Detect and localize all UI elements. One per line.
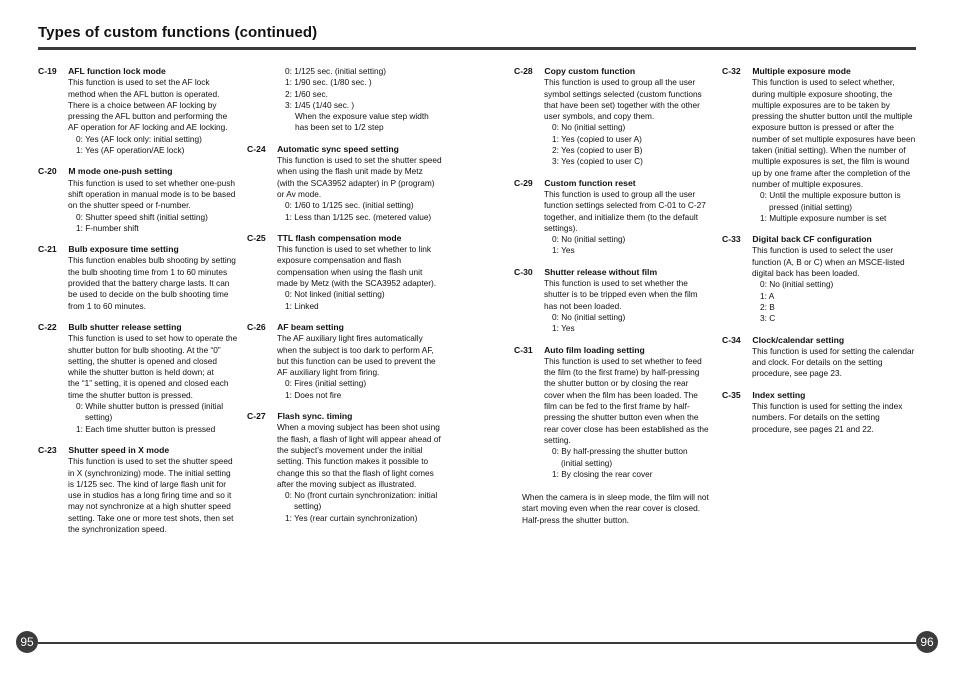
function-option: 0: By half-pressing the shutter button (initial setting) xyxy=(552,446,688,468)
function-title: AFL function lock mode xyxy=(68,66,166,76)
function-title: Automatic sync speed setting xyxy=(277,143,399,154)
custom-function-section xyxy=(514,345,709,481)
function-option: 0: 1/60 to 1/125 sec. (initial setting) xyxy=(285,200,414,211)
c23-option: 0: 1/125 sec. (initial setting) xyxy=(285,66,386,76)
function-description: This function is used to set whether to link exposure compensation and flash compensation when using the flash unit made by Metz (with the SCA3952 adapter). xyxy=(277,244,437,289)
function-description: There is a choice between AF locking by pressing the AFL button and performing the AF operation for AF locking and AE locking. xyxy=(68,99,228,133)
function-option: 1: Yes xyxy=(552,323,575,334)
custom-function-section xyxy=(514,66,709,168)
function-option: 1: Linked xyxy=(285,300,319,311)
function-title: Custom function reset xyxy=(544,177,636,188)
function-description: This function is used to set the AF lock method when the AFL button is operated. xyxy=(68,77,220,99)
section-body xyxy=(277,333,442,401)
custom-function-section xyxy=(247,144,442,223)
function-option: 1: F-number shift xyxy=(76,222,139,233)
section-body xyxy=(68,456,238,535)
custom-function-section xyxy=(247,322,442,401)
function-option: 1: Each time shutter button is pressed xyxy=(76,423,216,434)
function-option: 0: Shutter speed shift (initial setting) xyxy=(76,211,208,222)
footer-divider xyxy=(38,642,916,644)
function-title: Index setting xyxy=(752,389,806,400)
function-title: Multiple exposure mode xyxy=(752,66,851,76)
function-description: This function is used to set whether one-push shift operation in manual mode is to be based on the shutter speed or f-number. xyxy=(68,177,236,211)
function-code: C-28 xyxy=(514,66,533,76)
section-heading xyxy=(722,335,918,346)
function-code: C-29 xyxy=(514,177,533,188)
section-heading xyxy=(38,244,238,255)
function-option: 1: Yes (AF operation/AE lock) xyxy=(76,145,185,156)
section-body xyxy=(544,77,709,167)
function-title: Shutter release without film xyxy=(544,266,658,277)
function-code: C-22 xyxy=(38,321,57,332)
section-heading xyxy=(38,166,238,177)
section-heading xyxy=(514,345,709,356)
custom-function-section xyxy=(514,267,709,335)
function-option: 3: Yes (copied to user C) xyxy=(552,156,643,167)
function-option: 0: While shutter button is pressed (initial setting) xyxy=(76,401,224,423)
custom-function-section xyxy=(514,178,709,257)
function-code: C-27 xyxy=(247,411,266,422)
function-option: 1: Yes xyxy=(552,245,575,256)
function-option: 1: A xyxy=(760,290,775,301)
function-description: This function is used to select whether, during multiple exposure shooting, the multiple exposures are to be taken by pressing the shutter button until the multiple exposure button is pressed or after the number of set multiple exposures have been taken (initial setting). When the number of multiple exposures is set, the film is wound up by one frame after the completion of the number of multiple exposures. xyxy=(752,77,916,189)
function-title: AF beam setting xyxy=(277,321,344,332)
function-option: 0: No (initial setting) xyxy=(552,311,626,322)
function-code: C-31 xyxy=(514,344,533,355)
c23-option: 2: 1/60 sec. xyxy=(285,88,328,99)
column-1 xyxy=(38,66,238,545)
function-option: 0: No (front curtain synchronization: initial setting) xyxy=(285,490,438,512)
function-option: 2: Yes (copied to user B) xyxy=(552,145,643,156)
function-title: Shutter speed in X mode xyxy=(68,444,170,455)
custom-function-section xyxy=(722,234,918,324)
custom-function-section xyxy=(38,66,238,156)
section-heading xyxy=(38,445,238,456)
page-number-right: 96 xyxy=(916,631,938,653)
function-description: the “1” setting, it is opened and closed each time the shutter button is pressed. xyxy=(68,378,229,400)
section-heading xyxy=(247,411,442,422)
function-option: 0: Yes (AF lock only: initial setting) xyxy=(76,133,202,144)
function-option: 2: B xyxy=(760,301,775,312)
custom-function-section xyxy=(38,445,238,535)
section-body xyxy=(752,77,918,224)
function-description: This function is used for setting the index numbers. For details on the setting procedure, see pages 21 and 22. xyxy=(752,401,903,434)
section-body xyxy=(544,278,709,334)
custom-function-section xyxy=(247,411,442,524)
column-4 xyxy=(722,66,918,445)
section-body xyxy=(544,189,709,257)
function-code: C-24 xyxy=(247,143,266,154)
function-title: TTL flash compensation mode xyxy=(277,232,402,243)
function-option: 0: No (initial setting) xyxy=(760,279,834,290)
c23-continued-options xyxy=(285,66,442,134)
section-body xyxy=(544,356,709,480)
custom-function-section xyxy=(722,335,918,380)
section-heading xyxy=(722,390,918,401)
custom-function-section xyxy=(722,390,918,435)
custom-function-section xyxy=(722,66,918,224)
function-code: C-33 xyxy=(722,234,741,245)
section-body xyxy=(68,77,238,156)
section-body xyxy=(68,333,238,435)
function-description: This function is used to set how to operate the shutter button for bulb shooting. At the “0” setting, the shutter is opened and closed while the shutter button is held down; at xyxy=(68,333,238,378)
section-heading xyxy=(247,144,442,155)
function-title: Bulb exposure time setting xyxy=(68,244,179,255)
section-body xyxy=(68,255,238,311)
function-option: 1: By closing the rear cover xyxy=(552,468,653,479)
function-code: C-34 xyxy=(722,334,741,345)
section-heading xyxy=(38,322,238,333)
section-heading xyxy=(514,178,709,189)
function-code: C-25 xyxy=(247,232,266,243)
function-title: Flash sync. timing xyxy=(277,411,353,422)
section-body xyxy=(752,401,918,435)
section-body xyxy=(752,245,918,324)
function-code: C-20 xyxy=(38,166,57,177)
function-code: C-26 xyxy=(247,321,266,332)
function-description: The AF auxiliary light fires automatically when the subject is too dark to perform AF, but this function can be used to prevent the AF auxiliary light from firing. xyxy=(277,333,436,378)
function-option: 1: Less than 1/125 sec. (metered value) xyxy=(285,211,432,222)
function-code: C-35 xyxy=(722,389,741,400)
sleep-mode-note: When the camera is in sleep mode, the film will not start moving even when the rear cover is closed. Half-press the shutter button. xyxy=(522,492,709,525)
function-option: 1: Multiple exposure number is set xyxy=(760,212,887,223)
page-number-left: 95 xyxy=(16,631,38,653)
section-body xyxy=(277,422,442,524)
custom-function-section xyxy=(247,233,442,312)
function-description: This function is used to group all the user symbol settings selected (custom functions that have been set) together with the other user symbols, and copy them. xyxy=(544,77,702,122)
section-heading xyxy=(38,66,238,77)
function-option: 0: No (initial setting) xyxy=(552,234,626,245)
c23-option: 1: 1/90 sec. (1/80 sec. ) xyxy=(285,77,372,88)
function-option: 3: C xyxy=(760,313,776,324)
function-description: This function is used to set whether to feed the film (to the first frame) by half-pressing the shutter button or by closing the rear cover when the film has been loaded. The film can be fed to the first frame by half-pressing the shutter button even when the rear cover close has been established as the setting. xyxy=(544,355,709,445)
function-title: Bulb shutter release setting xyxy=(68,321,182,332)
function-description: This function is used for setting the calendar and clock. For details on the setting procedure, see page 23. xyxy=(752,345,915,379)
function-option: 1: Does not fire xyxy=(285,389,342,400)
function-description: This function is used to group all the user function settings selected from C-01 to C-27 together, and initialize them (to the default settings). xyxy=(544,188,706,233)
function-title: Copy custom function xyxy=(544,66,636,76)
function-option: 0: No (initial setting) xyxy=(552,122,626,133)
function-title: M mode one-push setting xyxy=(68,166,173,177)
function-option: 0: Not linked (initial setting) xyxy=(285,289,385,300)
function-option: 1: Yes (rear curtain synchronization) xyxy=(285,512,418,523)
column-2-sections xyxy=(247,144,442,524)
function-option: 1: Yes (copied to user A) xyxy=(552,133,642,144)
title-divider xyxy=(38,47,916,50)
function-option: 0: Until the multiple exposure button is pressed (initial setting) xyxy=(760,190,901,212)
function-description: This function is used to set whether the shutter is to be tripped even when the film has not been loaded. xyxy=(544,278,698,311)
column-2 xyxy=(247,66,442,534)
section-heading xyxy=(247,233,442,244)
function-code: C-21 xyxy=(38,244,57,255)
section-heading xyxy=(247,322,442,333)
function-title: Digital back CF configuration xyxy=(752,234,872,245)
function-title: Clock/calendar setting xyxy=(752,334,845,345)
function-code: C-32 xyxy=(722,66,741,76)
c23-step-note: When the exposure value step width has been set to 1/2 step xyxy=(295,111,429,133)
section-heading xyxy=(514,267,709,278)
function-option: 0: Fires (initial setting) xyxy=(285,378,367,389)
section-body xyxy=(752,346,918,380)
section-heading xyxy=(514,66,709,77)
function-description: This function enables bulb shooting by setting the bulb shooting time from 1 to 60 minutes provided that the battery charge lasts. It can be used to decide on the bulb shooting time from 1 to 60 minutes. xyxy=(68,255,236,311)
function-description: When a moving subject has been shot using the flash, a flash of light will appear ahead of the subject’s movement under the initial setting. This function makes it possible to change this so that the flash of light comes after the moving subject as illustrated. xyxy=(277,422,441,489)
section-heading xyxy=(722,234,918,245)
custom-function-section xyxy=(38,244,238,312)
function-title: Auto film loading setting xyxy=(544,344,645,355)
section-body xyxy=(277,155,442,223)
function-code: C-30 xyxy=(514,266,533,277)
section-body xyxy=(68,178,238,234)
custom-function-section xyxy=(38,166,238,234)
function-description: This function is used to select the user function (A, B or C) when an MSCE-listed digital back has been loaded. xyxy=(752,245,905,279)
page-title: Types of custom functions (continued) xyxy=(38,24,318,41)
function-code: C-23 xyxy=(38,444,57,455)
column-3 xyxy=(514,66,709,526)
section-body xyxy=(277,244,442,312)
column-3-sections xyxy=(514,66,709,480)
function-code: C-19 xyxy=(38,66,57,76)
section-heading xyxy=(722,66,918,77)
function-description: This function is used to set the shutter speed in X (synchronizing) mode. The initial setting is 1/125 sec. The kind of large flash unit for use in studios has a long firing time and so it may not synchronize at a high shutter speed setting. Take one or more test shots, then set the synchronization speed. xyxy=(68,456,234,534)
custom-function-section xyxy=(38,322,238,435)
c23-option: 3: 1/45 (1/40 sec. ) xyxy=(285,99,355,110)
function-description: This function is used to set the shutter speed when using the flash unit made by Metz (with the SCA3952 adapter) in P (program) or Av mode. xyxy=(277,155,442,199)
